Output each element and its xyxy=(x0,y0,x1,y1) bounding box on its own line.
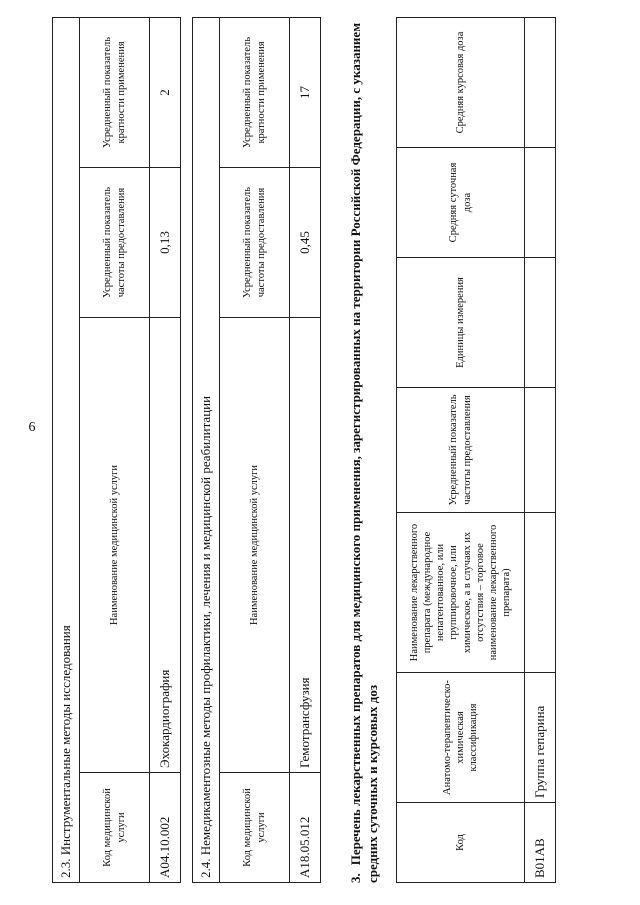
service-name: Эхокардиография xyxy=(150,318,181,773)
section-2-3-table xyxy=(52,18,181,883)
multiplicity-value: 17 xyxy=(290,17,321,167)
header-course-dose: Средняя курсовая доза xyxy=(397,18,525,148)
atc-group: Группа гепарина xyxy=(525,673,556,803)
unit-value xyxy=(525,258,556,388)
service-code: A04.10.002 xyxy=(150,773,181,883)
header-daily-dose: Средняя суточная доза xyxy=(397,148,525,258)
header-multiplicity: Усредненный показатель кратности применения xyxy=(80,17,150,167)
header-code: Код медицинской услуги xyxy=(80,773,150,883)
header-name: Наименование медицинской услуги xyxy=(220,318,290,773)
header-name: Наименование медицинской услуги xyxy=(80,318,150,773)
service-code: A18.05.012 xyxy=(290,773,321,883)
header-atc: Анатомо-терапевтическо-химическая классификация xyxy=(397,673,525,803)
section-3-table xyxy=(396,18,556,883)
page-number: 6 xyxy=(28,420,36,435)
course-dose-value xyxy=(525,18,556,148)
header-units: Единицы измерения xyxy=(397,258,525,388)
section-3-number: 3. xyxy=(348,873,363,883)
section-2-4-title: 2.4. Немедикаментозные методы профилактики, лечения и медицинской реабилитации xyxy=(193,17,220,882)
header-code: Код медицинской услуги xyxy=(220,773,290,883)
atc-code: B01AB xyxy=(525,803,556,883)
drug-name xyxy=(525,513,556,673)
header-code: Код xyxy=(397,803,525,883)
header-frequency: Усредненный показатель частоты предоставления xyxy=(397,388,525,513)
rotated-page-content xyxy=(52,18,612,883)
frequency-value: 0,13 xyxy=(150,168,181,318)
table-row xyxy=(525,18,556,883)
section-2-4-table xyxy=(192,18,321,883)
section-3-title xyxy=(348,18,382,883)
frequency-value xyxy=(525,388,556,513)
section-2-3-title: 2.3. Инструментальные методы исследования xyxy=(53,17,80,882)
daily-dose-value xyxy=(525,148,556,258)
header-drug-name: Наименование лекарственного препарата (международное непатентованное, или группировочное, или химическое, а в случаях их отсутствия – торговое наименование лекарственного препарата) xyxy=(397,513,525,673)
table-row xyxy=(290,17,321,882)
header-multiplicity: Усредненный показатель кратности применения xyxy=(220,17,290,167)
header-frequency: Усредненный показатель частоты предоставления xyxy=(220,168,290,318)
service-name: Гемотрансфузия xyxy=(290,318,321,773)
header-frequency: Усредненный показатель частоты предоставления xyxy=(80,168,150,318)
table-row xyxy=(150,17,181,882)
section-3-title-text: Перечень лекарственных препаратов для медицинского применения, зарегистрированных на территории Российской Федерации, с указанием средних суточных и курсовых доз xyxy=(348,22,380,883)
frequency-value: 0,45 xyxy=(290,168,321,318)
multiplicity-value: 2 xyxy=(150,17,181,167)
